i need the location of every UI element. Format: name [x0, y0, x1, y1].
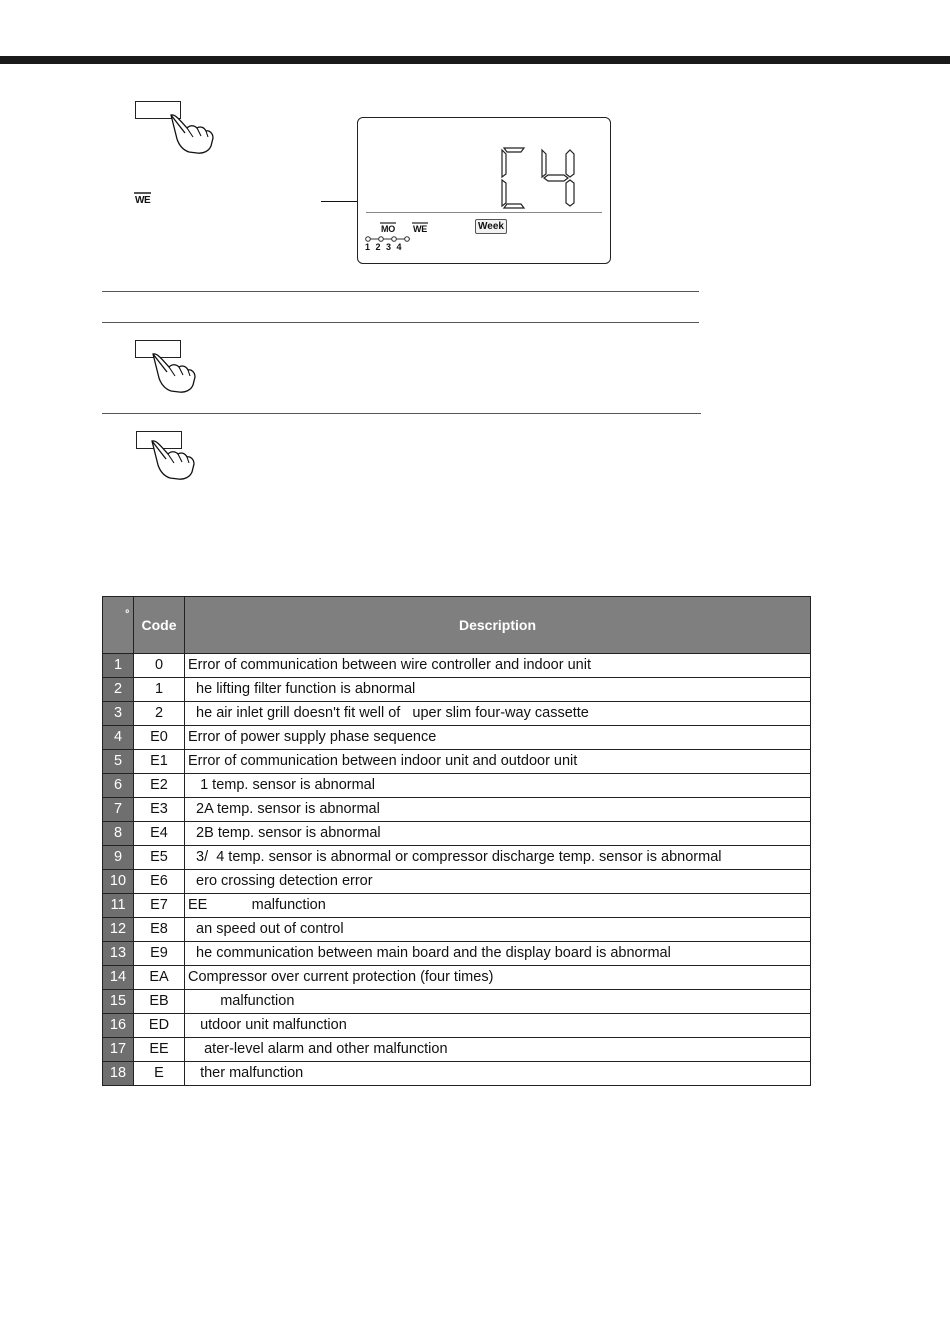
table-row	[103, 774, 811, 798]
section-divider	[102, 322, 699, 323]
error-description: ero crossing detection error	[185, 870, 811, 894]
table-row	[103, 678, 811, 702]
table-row	[103, 1014, 811, 1038]
row-number: 13	[103, 942, 134, 966]
error-code: E	[134, 1062, 185, 1086]
error-code: E9	[134, 942, 185, 966]
pressing-hand-icon	[148, 437, 198, 481]
error-code: E2	[134, 774, 185, 798]
error-description: Compressor over current protection (four times)	[185, 966, 811, 990]
error-code: E8	[134, 918, 185, 942]
error-description: he lifting filter function is abnormal	[185, 678, 811, 702]
error-description: Error of communication between indoor unit and outdoor unit	[185, 750, 811, 774]
table-row	[103, 702, 811, 726]
table-row	[103, 942, 811, 966]
error-code: EA	[134, 966, 185, 990]
row-number: 16	[103, 1014, 134, 1038]
error-description: 2B temp. sensor is abnormal	[185, 822, 811, 846]
table-row	[103, 1062, 811, 1086]
table-header-row	[103, 597, 811, 654]
lcd-divider	[366, 212, 602, 213]
section-divider	[102, 291, 699, 292]
error-code: 0	[134, 654, 185, 678]
error-code: E1	[134, 750, 185, 774]
day-label-mo: MO	[381, 224, 395, 234]
error-description: Error of communication between wire controller and indoor unit	[185, 654, 811, 678]
error-code: E7	[134, 894, 185, 918]
error-code: EB	[134, 990, 185, 1014]
error-description: 1 temp. sensor is abnormal	[185, 774, 811, 798]
error-code: E5	[134, 846, 185, 870]
error-code: E3	[134, 798, 185, 822]
pressing-hand-icon	[149, 350, 199, 394]
day-label-we: WE	[413, 224, 427, 234]
table-row	[103, 750, 811, 774]
error-code: E6	[134, 870, 185, 894]
table-row	[103, 798, 811, 822]
table-row	[103, 822, 811, 846]
error-code: 1	[134, 678, 185, 702]
row-number: 1	[103, 654, 134, 678]
error-code: E4	[134, 822, 185, 846]
error-description: utdoor unit malfunction	[185, 1014, 811, 1038]
row-number: 6	[103, 774, 134, 798]
error-code-table	[102, 596, 811, 1086]
table-row	[103, 870, 811, 894]
error-description: 3/ 4 temp. sensor is abnormal or compressor discharge temp. sensor is abnormal	[185, 846, 811, 870]
row-number: 4	[103, 726, 134, 750]
table-row	[103, 966, 811, 990]
row-number: 7	[103, 798, 134, 822]
period-numbers: 1 2 3 4	[365, 242, 402, 252]
error-description: he communication between main board and the display board is abnormal	[185, 942, 811, 966]
seven-segment-digits	[498, 144, 588, 212]
error-description: 2A temp. sensor is abnormal	[185, 798, 811, 822]
error-description: ater-level alarm and other malfunction	[185, 1038, 811, 1062]
row-number: 14	[103, 966, 134, 990]
table-row	[103, 1038, 811, 1062]
error-description: Error of power supply phase sequence	[185, 726, 811, 750]
error-description: an speed out of control	[185, 918, 811, 942]
row-number: 18	[103, 1062, 134, 1086]
header-code: Code	[134, 597, 185, 654]
row-number: 9	[103, 846, 134, 870]
row-number: 12	[103, 918, 134, 942]
table-row	[103, 846, 811, 870]
table-row	[103, 918, 811, 942]
error-description: he air inlet grill doesn't fit well of uper slim four-way cassette	[185, 702, 811, 726]
row-number: 15	[103, 990, 134, 1014]
header-description: Description	[185, 597, 811, 654]
error-code: E0	[134, 726, 185, 750]
row-number: 2	[103, 678, 134, 702]
error-code: ED	[134, 1014, 185, 1038]
table-row	[103, 990, 811, 1014]
error-code: EE	[134, 1038, 185, 1062]
error-description: EE malfunction	[185, 894, 811, 918]
header-no: º	[103, 597, 134, 654]
pressing-hand-icon	[167, 111, 217, 155]
error-description: ther malfunction	[185, 1062, 811, 1086]
week-label: Week	[475, 219, 507, 234]
row-number: 11	[103, 894, 134, 918]
error-description: malfunction	[185, 990, 811, 1014]
we-day-badge: WE	[134, 192, 151, 207]
error-code: 2	[134, 702, 185, 726]
section-divider	[102, 413, 701, 414]
table-row	[103, 654, 811, 678]
row-number: 17	[103, 1038, 134, 1062]
lcd-display	[357, 117, 611, 264]
row-number: 3	[103, 702, 134, 726]
row-number: 10	[103, 870, 134, 894]
row-number: 5	[103, 750, 134, 774]
header-rule	[0, 56, 950, 64]
table-row	[103, 894, 811, 918]
table-row	[103, 726, 811, 750]
row-number: 8	[103, 822, 134, 846]
